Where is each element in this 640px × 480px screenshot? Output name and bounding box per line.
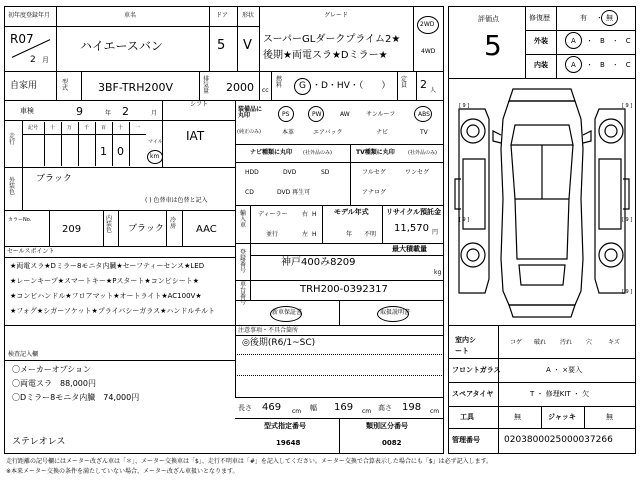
sales-points-label: セールスポイント — [7, 248, 55, 255]
height-value: 198 — [402, 402, 422, 413]
tv-item: フルセグ — [362, 169, 386, 176]
exterior-grade-label: 外装 — [534, 37, 548, 45]
vehicle-damage-diagram — [449, 79, 635, 325]
tv-item: ワンセグ — [405, 169, 430, 176]
seat-item: キズ — [608, 339, 620, 346]
car-outline-svg — [449, 79, 635, 325]
category-label: 類別区分番号 — [366, 422, 408, 430]
shift-value: IAT — [186, 129, 205, 143]
model-label: 型式 — [62, 79, 69, 92]
glass-label: フロントガラス — [452, 366, 501, 374]
mileage-label: 走行 — [9, 133, 16, 146]
spare-label: スペアタイヤ — [452, 390, 494, 398]
tv-header: TV種類に丸印 — [356, 149, 395, 156]
length-label: 長さ — [238, 404, 252, 412]
inspection-year: 9 — [76, 105, 83, 118]
equipment-item: PW — [312, 111, 322, 118]
fuel-g: G — [299, 81, 306, 91]
sales-point-line: ★両電スラ★Dミラー8モニタ内臓★セーフティーセンス★LED — [10, 262, 205, 270]
max-load-label: 最大積載量 — [392, 245, 427, 253]
notes-text: ◎後期(R6/1~SC) — [242, 338, 316, 348]
digit-header: 一 — [135, 125, 141, 131]
grade-label: グレード — [324, 12, 349, 19]
width-value: 169 — [334, 402, 354, 413]
color-no-label: カラーNo. — [8, 217, 32, 223]
digit-header-label: 記号 — [28, 125, 39, 131]
jack-value: 無 — [606, 413, 613, 421]
chassis-no: TRH200-0392317 — [300, 284, 388, 295]
repair-label: 修復歴 — [529, 14, 550, 22]
doors-value: 5 — [217, 38, 226, 53]
inspection-label: 車検 — [20, 107, 34, 115]
sales-point-line: ★レーンキープ★スマートキー★Pスタート★コンビシート★ — [10, 277, 199, 285]
ac-value: AAC — [196, 224, 217, 235]
equipment-item: TV — [420, 129, 428, 136]
new-warranty: 新車保証書 — [272, 309, 303, 316]
equipment-item: ナビ — [376, 129, 389, 136]
drive-2wd: 2WD — [420, 21, 435, 28]
equipment-item: PS — [282, 111, 290, 118]
navi-item: DVD — [283, 169, 297, 176]
displacement-value: 2000 — [226, 81, 254, 94]
model-year-year-unit: 年 — [346, 231, 353, 238]
seat-item: 汚れ — [560, 339, 573, 346]
inspection-year-unit: 年 — [105, 110, 112, 117]
jack-label: ジャッキ — [548, 413, 576, 421]
equipment-sublabel: (純正のみ) — [237, 129, 261, 135]
digit-header: 百 — [101, 125, 107, 131]
inspector-line: 〇Dミラー8モニタ内臓 74,000円 — [12, 393, 140, 402]
width-label: 幅 — [310, 404, 317, 412]
recycle-value: 11,570 — [394, 223, 429, 234]
dealer-label: ディーラー — [258, 211, 288, 218]
private-use: 自家用 — [10, 81, 38, 91]
mileage-digit: 0 — [117, 145, 124, 158]
color-note: ( ) 色替車は色替と記入 — [145, 197, 208, 204]
seat-item: 穴 — [586, 339, 593, 346]
interior-color-label: 内装色 — [106, 215, 113, 234]
mileage-digit: 1 — [100, 145, 107, 158]
first-reg-month: 2 — [30, 55, 36, 65]
repair-dot: ・ — [596, 14, 603, 22]
exterior-rest: ・ B ・ C — [586, 37, 631, 45]
km-unit: km — [150, 153, 160, 160]
inspection-month: 2 — [122, 105, 129, 118]
mgmt-label: 管理番号 — [452, 436, 480, 444]
inspection-month-unit: 月 — [151, 110, 158, 117]
mgmt-no: 0203800025000037266 — [504, 435, 613, 445]
seat-item: 破れ — [534, 339, 547, 346]
right-h: H — [312, 211, 317, 218]
exterior-color: ブラック — [36, 174, 72, 184]
grade-line-1: スーパーGLダークプライム2★ — [263, 34, 401, 45]
category-value: 0082 — [382, 439, 402, 447]
seat-label: 室内シート — [455, 336, 476, 355]
inspector-line: 〇メーカーオプション — [12, 365, 91, 374]
diagram-mark: [ 9 ] — [622, 217, 633, 223]
capacity-value: 2 — [420, 78, 427, 91]
equipment-item: AW — [340, 111, 350, 118]
designation-value: 19648 — [276, 439, 301, 447]
diagram-mark: [ 9 ] — [622, 103, 633, 109]
digit-header: 千 — [84, 125, 90, 131]
diagram-mark: [ 9 ] — [459, 103, 470, 109]
equipment-item: サンルーフ — [366, 111, 396, 118]
inspector-label: 検査記入欄 — [8, 351, 39, 358]
first-reg-label: 初年度登録年月 — [8, 12, 51, 19]
parallel-label: 並行 — [266, 231, 279, 238]
tv-item: アナログ — [362, 189, 387, 196]
ac-label: 冷房 — [170, 217, 177, 230]
equipment-item: ABS — [418, 111, 430, 118]
displacement-label: 排気量 — [203, 76, 210, 95]
repair-yes: 有 — [580, 14, 587, 22]
recycle-label: リサイクル預託金 — [386, 208, 442, 216]
notes-label: 注意事項・不具合箇所 — [238, 327, 299, 334]
first-reg-month-unit: 月 — [42, 56, 49, 64]
footer-line-2: ※本来メーター交換の条件を満たしていない場合、メーター改ざん車扱いとなります。 — [6, 468, 239, 475]
right-hand: 右 — [302, 211, 309, 218]
equipment-circle — [308, 106, 324, 122]
interior-grade-label: 内装 — [534, 61, 548, 69]
equipment-item: 本革 — [282, 129, 295, 136]
reg-no-label: 登録番号 — [240, 249, 247, 274]
grade-line-2: 後期★両電スラ★Dミラー★ — [263, 50, 388, 61]
length-unit: cm — [292, 408, 302, 415]
interior-rest: ・ B ・ C — [586, 61, 631, 69]
score-label: 評価点 — [478, 15, 499, 23]
person-unit: 人 — [430, 87, 437, 94]
recycle-yen: 円 — [432, 229, 439, 236]
mile-label: マイル — [148, 139, 163, 145]
score-value: 5 — [484, 29, 502, 62]
designation-label: 型式指定番号 — [264, 422, 306, 430]
chassis-label: 車台番号 — [240, 281, 247, 306]
exterior-color-label: 外装色 — [9, 177, 16, 196]
left-hand: 左 — [302, 231, 309, 238]
digit-header: 万 — [67, 125, 73, 131]
navi-sub: (社外品のみ) — [303, 150, 332, 156]
car-name: ハイエースバン — [80, 39, 163, 53]
equipment-label: 装備品に丸印 — [238, 106, 263, 119]
doors-label: ドア — [216, 12, 228, 19]
tools-value: 無 — [514, 413, 521, 421]
interior-color: ブラック — [128, 224, 164, 234]
left-h: H — [312, 231, 317, 238]
model-value: 3BF-TRH200V — [98, 81, 173, 94]
body-label: 形状 — [242, 12, 255, 19]
inspector-bottom: ステレオレス — [12, 437, 66, 447]
manual: 取扱説明書 — [380, 309, 411, 316]
footer-line-1: 走行距離の記号欄にはメーター改ざん車は「＊」、メーター交換車は「$」、走行不明車は「#」を記入してください。メーター交換で合算表示した場合にも「$」は必ず記入します。 — [6, 458, 493, 465]
tv-sub: (社外品のみ) — [408, 150, 437, 156]
kg-unit: kg — [434, 269, 442, 276]
sales-point-line: ★コンビハンドル★フロアマット★オートライト★AC100V★ — [10, 292, 202, 300]
model-year-unknown: 不明 — [364, 231, 377, 238]
height-unit: cm — [430, 408, 440, 415]
reg-no: 神戸400み8209 — [281, 257, 356, 268]
navi-item: DVD 再生可 — [277, 189, 311, 196]
sales-point-line: ★フォグ★シガーソケット★プライバシーガラス★ハンドルチルト — [10, 307, 216, 315]
width-unit: cm — [362, 408, 372, 415]
color-no: 209 — [62, 224, 82, 235]
body-value: V — [243, 38, 252, 53]
equipment-circle — [278, 106, 294, 122]
repair-no: 無 — [606, 14, 613, 22]
import-label: 輸入車 — [240, 210, 247, 229]
first-reg-era-year: R07 — [10, 32, 34, 46]
drive-4wd: 4WD — [421, 48, 436, 55]
spare-items: T ・ 修理KIT ・ 欠 — [530, 390, 590, 398]
diagram-mark: [ 9 ] — [459, 217, 470, 223]
car-name-label: 車名 — [124, 12, 137, 19]
navi-header: ナビ種類に丸印 — [250, 149, 293, 156]
cc-unit: cc — [262, 87, 269, 94]
navi-item: CD — [245, 189, 254, 196]
inspector-line: 〇両電スラ 88,000円 — [12, 379, 96, 388]
fuel-label: 燃料 — [276, 76, 283, 89]
equipment-item: エアバック — [313, 129, 343, 136]
height-label: 高さ — [378, 404, 392, 412]
exterior-a: A — [571, 37, 576, 45]
navi-item: HDD — [245, 169, 259, 176]
diagram-mark: [ 9 ] — [622, 289, 633, 295]
tools-label: 工具 — [460, 413, 474, 421]
digit-header: 十 — [118, 125, 124, 131]
shift-label: シフト — [190, 101, 209, 108]
fuel-rest: ・D・HV・（ ） — [312, 81, 391, 91]
glass-items: A ・ ×要入 — [546, 366, 583, 374]
interior-a: A — [571, 61, 576, 69]
length-value: 469 — [262, 402, 282, 413]
capacity-label: 定員 — [401, 76, 408, 89]
navi-item: SD — [321, 169, 330, 176]
digit-header: 十 — [50, 125, 56, 131]
model-year-label: モデル年式 — [334, 208, 369, 216]
equipment-circle — [414, 106, 432, 122]
seat-item: コゲ — [510, 339, 523, 346]
